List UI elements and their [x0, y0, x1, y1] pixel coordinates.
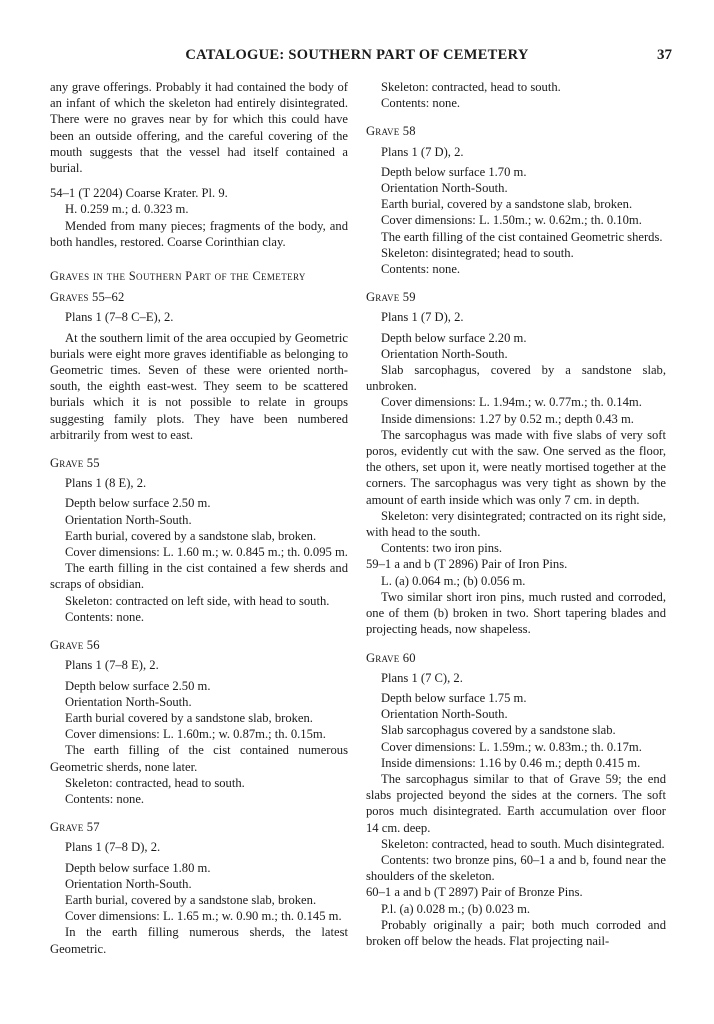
grave-filling: The earth filling in the cist contained a few sherds and scraps of obsidian.	[50, 561, 348, 592]
grave-heading: Grave 59	[366, 290, 416, 305]
grave-heading: Grave 58	[366, 124, 416, 139]
grave-burial: Earth burial, covered by a sandstone slab, broken.	[381, 197, 633, 212]
grave-contents: Contents: none.	[381, 262, 461, 277]
grave-cover: Cover dimensions: L. 1.60 m.; w. 0.845 m.; th. 0.095 m.	[65, 545, 348, 560]
grave-plans: Plans 1 (7 D), 2.	[381, 144, 464, 159]
grave-burial: Earth burial, covered by a sandstone slab, broken.	[65, 528, 317, 543]
item-title: 54–1 (T 2204) Coarse Krater. Pl. 9.	[50, 186, 228, 201]
grave-burial: Earth burial, covered by a sandstone slab, broken.	[65, 892, 317, 907]
grave-skeleton: Skeleton: disintegrated; head to south.	[381, 245, 574, 260]
grave-contents: Contents: none.	[65, 791, 145, 806]
item-description: Probably originally a pair; both much corroded and broken off below the heads. Flat projecting nail-	[366, 917, 666, 948]
grave-orientation: Orientation North-South.	[381, 707, 508, 722]
grave-burial: Earth burial covered by a sandstone slab, broken.	[65, 710, 313, 725]
grave-depth: Depth below surface 1.75 m.	[381, 690, 527, 705]
right-column	[366, 79, 666, 949]
grave-contents: Contents: two iron pins.	[381, 541, 503, 556]
grave-heading: Grave 57	[50, 820, 100, 835]
grave-inside: Inside dimensions: 1.16 by 0.46 m.; depth 0.415 m.	[381, 755, 641, 770]
grave-filling: In the earth filling numerous sherds, the latest Geometric.	[50, 925, 348, 956]
grave-cover: Cover dimensions: L. 1.59m.; w. 0.83m.; th. 0.17m.	[381, 739, 642, 754]
grave-inside: Inside dimensions: 1.27 by 0.52 m.; depth 0.43 m.	[381, 411, 634, 426]
grave-skeleton: Skeleton: very disintegrated; contracted on its right side, with head to the south.	[366, 508, 666, 540]
item-description: Two similar short iron pins, much rusted and corroded, one of them (b) broken in two. Short tapering blades and projecting heads, now shapeless.	[366, 589, 666, 637]
grave-depth: Depth below surface 2.50 m.	[65, 678, 211, 693]
grave-heading: Grave 56	[50, 638, 100, 653]
grave-contents: Contents: none.	[65, 609, 145, 624]
grave-skeleton: Skeleton: contracted, head to south. Much disintegrated.	[381, 836, 665, 851]
grave-description: The sarcophagus was made with five slabs of very soft poros, evidently cut with the saw. One served as the floor, the others, set upon it, were neatly mortised together at the corners. The sarcophagus was very tight as shown by the amount of earth inside which was only 7 cm. in depth.	[366, 427, 666, 507]
grave-orientation: Orientation North-South.	[65, 512, 192, 527]
paragraph: any grave offerings. Probably it had contained the body of an infant of which the skeleton had entirely disintegrated. There were no graves near by for which this could have been an outside offering, and the careful covering of the mouth suggests that the vessel had itself contained a burial.	[50, 80, 348, 176]
grave-cover: Cover dimensions: L. 1.94m.; w. 0.77m.; th. 0.14m.	[381, 395, 642, 410]
grave-filling: The earth filling of the cist contained Geometric sherds.	[381, 229, 663, 244]
item-description: Mended from many pieces; fragments of the body, and both handles, restored. Coarse Corinthian clay.	[50, 218, 348, 249]
grave-description: At the southern limit of the area occupied by Geometric burials were eight more graves identifiable as belonging to Geometric times. Seven of these were oriented north-south, the eighth east-west. They seem to be scattered burials which it is not possible to relate in groups suggesting family plots. They have been numbered arbitrarily from west to east.	[50, 330, 348, 442]
item-title: 60–1 a and b (T 2897) Pair of Bronze Pins.	[366, 885, 583, 900]
grave-burial: Slab sarcophagus, covered by a sandstone slab, unbroken.	[366, 363, 666, 394]
page-number: 37	[657, 47, 672, 63]
grave-description: The sarcophagus similar to that of Grave 59; the end slabs projected beyond the sides at the corners. The soft poros much disintegrated. Earth accumulation over floor 14 cm. deep.	[366, 771, 666, 835]
grave-orientation: Orientation North-South.	[65, 876, 192, 891]
grave-depth: Depth below surface 1.80 m.	[65, 860, 211, 875]
grave-cover: Cover dimensions: L. 1.60m.; w. 0.87m.; th. 0.15m.	[65, 727, 326, 742]
grave-cover: Cover dimensions: L. 1.50m.; w. 0.62m.; th. 0.10m.	[381, 213, 642, 228]
grave-plans: Plans 1 (7–8 D), 2.	[65, 840, 161, 855]
item-dimensions: L. (a) 0.064 m.; (b) 0.056 m.	[381, 573, 526, 588]
grave-heading: Grave 60	[366, 650, 416, 665]
item-dimensions: H. 0.259 m.; d. 0.323 m.	[65, 202, 189, 217]
grave-orientation: Orientation North-South.	[65, 694, 192, 709]
grave-skeleton: Skeleton: contracted, head to south.	[381, 80, 561, 94]
grave-cover: Cover dimensions: L. 1.65 m.; w. 0.90 m.; th. 0.145 m.	[65, 909, 342, 924]
grave-skeleton: Skeleton: contracted, head to south.	[65, 775, 245, 790]
grave-plans: Plans 1 (7 D), 2.	[381, 310, 464, 325]
section-title: Graves in the Southern Part of the Cemetery	[50, 269, 306, 284]
grave-heading: Graves 55–62	[50, 290, 125, 305]
grave-depth: Depth below surface 1.70 m.	[381, 164, 527, 179]
grave-contents: Contents: two bronze pins, 60–1 a and b, found near the shoulders of the skeleton.	[366, 852, 666, 884]
grave-filling: The earth filling of the cist contained numerous Geometric sherds, none later.	[50, 743, 348, 774]
grave-skeleton: Skeleton: contracted on left side, with head to south.	[65, 593, 330, 608]
grave-plans: Plans 1 (7 C), 2.	[381, 670, 463, 685]
grave-orientation: Orientation North-South.	[381, 181, 508, 196]
grave-heading: Grave 55	[50, 456, 100, 471]
running-header	[0, 47, 714, 67]
grave-orientation: Orientation North-South.	[381, 346, 508, 361]
running-title: CATALOGUE: SOUTHERN PART OF CEMETERY	[185, 47, 529, 63]
item-title: 59–1 a and b (T 2896) Pair of Iron Pins.	[366, 557, 568, 572]
grave-depth: Depth below surface 2.50 m.	[65, 496, 211, 511]
item-dimensions: P.l. (a) 0.028 m.; (b) 0.023 m.	[381, 901, 531, 916]
grave-contents: Contents: none.	[381, 96, 461, 111]
grave-plans: Plans 1 (7–8 E), 2.	[65, 658, 159, 673]
grave-plans: Plans 1 (7–8 C–E), 2.	[65, 310, 174, 325]
left-column	[50, 79, 348, 957]
grave-plans: Plans 1 (8 E), 2.	[65, 476, 147, 491]
grave-burial: Slab sarcophagus covered by a sandstone slab.	[381, 723, 616, 738]
grave-depth: Depth below surface 2.20 m.	[381, 330, 527, 345]
